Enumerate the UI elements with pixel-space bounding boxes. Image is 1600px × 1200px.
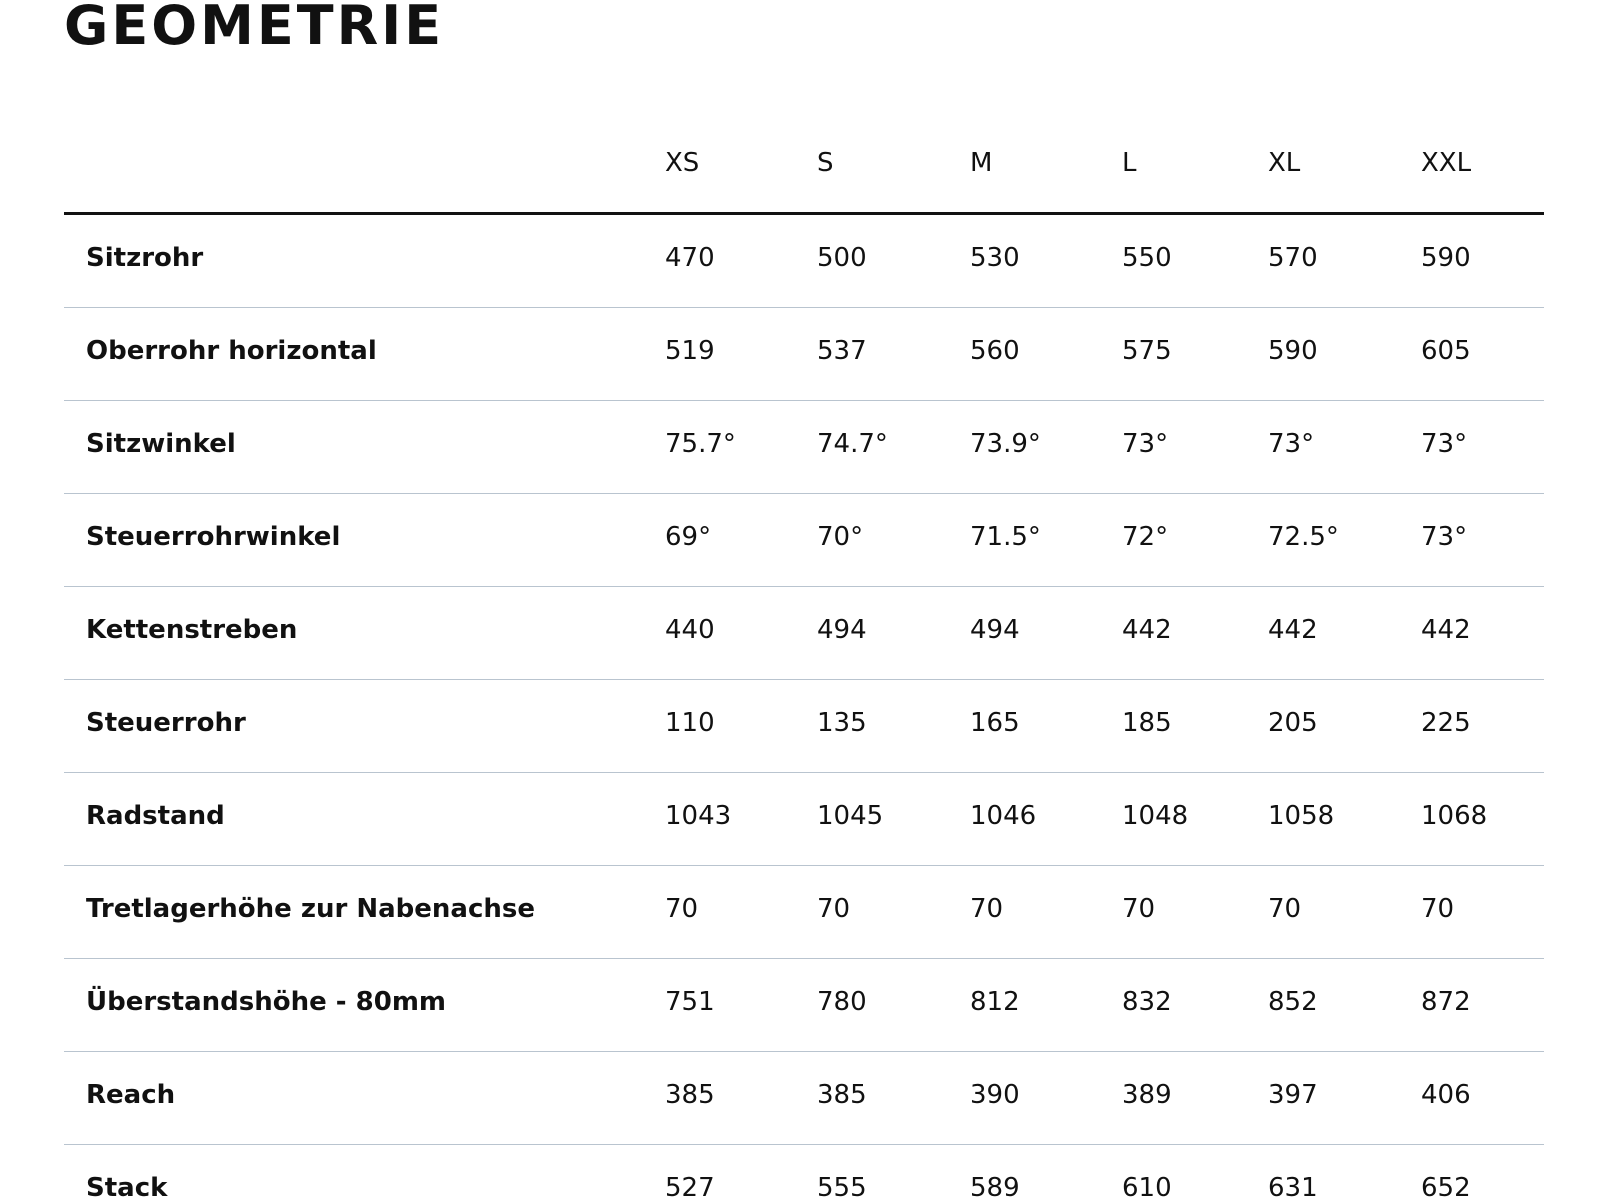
cell-value: 605: [1421, 336, 1471, 366]
cell-value: 1048: [1122, 801, 1189, 831]
cell-value: 73°: [1122, 429, 1169, 459]
table-row-kettenstreben: [64, 587, 1544, 680]
cell-value: 73°: [1268, 429, 1315, 459]
table-row-radstand: [64, 773, 1544, 866]
row-label: Kettenstreben: [86, 615, 298, 645]
cell-value: 70: [970, 894, 1004, 924]
cell-value: 70: [665, 894, 699, 924]
cell-value: 75.7°: [665, 429, 736, 459]
cell-value: 610: [1122, 1173, 1172, 1200]
row-label: Reach: [86, 1080, 176, 1110]
cell-value: 70: [1268, 894, 1302, 924]
cell-value: 442: [1268, 615, 1318, 645]
table-row-steuerrohrwinkel: [64, 494, 1544, 587]
cell-value: 1043: [665, 801, 732, 831]
row-label: Sitzrohr: [86, 243, 204, 273]
cell-value: 385: [665, 1080, 715, 1110]
row-label: Überstandshöhe - 80mm: [86, 987, 447, 1017]
cell-value: 165: [970, 708, 1020, 738]
cell-value: 590: [1268, 336, 1318, 366]
cell-value: 575: [1122, 336, 1172, 366]
column-header-s: S: [817, 148, 834, 178]
cell-value: 530: [970, 243, 1020, 273]
cell-value: 73°: [1421, 522, 1468, 552]
table-row-ueberstandshoehe: [64, 959, 1544, 1052]
cell-value: 442: [1421, 615, 1471, 645]
row-label: Sitzwinkel: [86, 429, 236, 459]
row-label: Tretlagerhöhe zur Nabenachse: [86, 894, 536, 924]
cell-value: 440: [665, 615, 715, 645]
cell-value: 135: [817, 708, 867, 738]
row-label: Steuerrohr: [86, 708, 246, 738]
cell-value: 812: [970, 987, 1020, 1017]
cell-value: 72°: [1122, 522, 1169, 552]
table-row-sitzrohr: [64, 215, 1544, 308]
cell-value: 560: [970, 336, 1020, 366]
table-header-row: [64, 120, 1544, 215]
cell-value: 70: [1122, 894, 1156, 924]
cell-value: 73.9°: [970, 429, 1041, 459]
cell-value: 69°: [665, 522, 712, 552]
cell-value: 389: [1122, 1080, 1172, 1110]
cell-value: 494: [817, 615, 867, 645]
cell-value: 442: [1122, 615, 1172, 645]
cell-value: 73°: [1421, 429, 1468, 459]
cell-value: 74.7°: [817, 429, 888, 459]
cell-value: 185: [1122, 708, 1172, 738]
cell-value: 832: [1122, 987, 1172, 1017]
table-row-oberrohr: [64, 308, 1544, 401]
geometry-table: [64, 120, 1544, 1200]
cell-value: 205: [1268, 708, 1318, 738]
cell-value: 1045: [817, 801, 884, 831]
cell-value: 852: [1268, 987, 1318, 1017]
row-label: Steuerrohrwinkel: [86, 522, 341, 552]
cell-value: 537: [817, 336, 867, 366]
cell-value: 872: [1421, 987, 1471, 1017]
cell-value: 225: [1421, 708, 1471, 738]
cell-value: 519: [665, 336, 715, 366]
cell-value: 1046: [970, 801, 1037, 831]
table-row-steuerrohr: [64, 680, 1544, 773]
cell-value: 527: [665, 1173, 715, 1200]
cell-value: 110: [665, 708, 715, 738]
cell-value: 751: [665, 987, 715, 1017]
cell-value: 385: [817, 1080, 867, 1110]
cell-value: 70: [1421, 894, 1455, 924]
row-label: Stack: [86, 1173, 168, 1200]
column-header-m: M: [970, 148, 993, 178]
cell-value: 631: [1268, 1173, 1318, 1200]
cell-value: 590: [1421, 243, 1471, 273]
row-label: Radstand: [86, 801, 225, 831]
cell-value: 550: [1122, 243, 1172, 273]
column-header-xl: XL: [1268, 148, 1301, 178]
cell-value: 470: [665, 243, 715, 273]
cell-value: 780: [817, 987, 867, 1017]
table-row-stack: [64, 1145, 1544, 1200]
table-row-tretlagerhoehe: [64, 866, 1544, 959]
cell-value: 70°: [817, 522, 864, 552]
table-row-reach: [64, 1052, 1544, 1145]
cell-value: 1068: [1421, 801, 1488, 831]
cell-value: 390: [970, 1080, 1020, 1110]
cell-value: 70: [817, 894, 851, 924]
page-title: GEOMETRIE: [64, 0, 445, 57]
cell-value: 1058: [1268, 801, 1335, 831]
column-header-xs: XS: [665, 148, 700, 178]
row-label: Oberrohr horizontal: [86, 336, 377, 366]
cell-value: 71.5°: [970, 522, 1041, 552]
cell-value: 555: [817, 1173, 867, 1200]
cell-value: 570: [1268, 243, 1318, 273]
cell-value: 652: [1421, 1173, 1471, 1200]
cell-value: 500: [817, 243, 867, 273]
cell-value: 72.5°: [1268, 522, 1339, 552]
cell-value: 494: [970, 615, 1020, 645]
cell-value: 406: [1421, 1080, 1471, 1110]
column-header-l: L: [1122, 148, 1137, 178]
column-header-xxl: XXL: [1421, 148, 1472, 178]
cell-value: 589: [970, 1173, 1020, 1200]
cell-value: 397: [1268, 1080, 1318, 1110]
table-row-sitzwinkel: [64, 401, 1544, 494]
